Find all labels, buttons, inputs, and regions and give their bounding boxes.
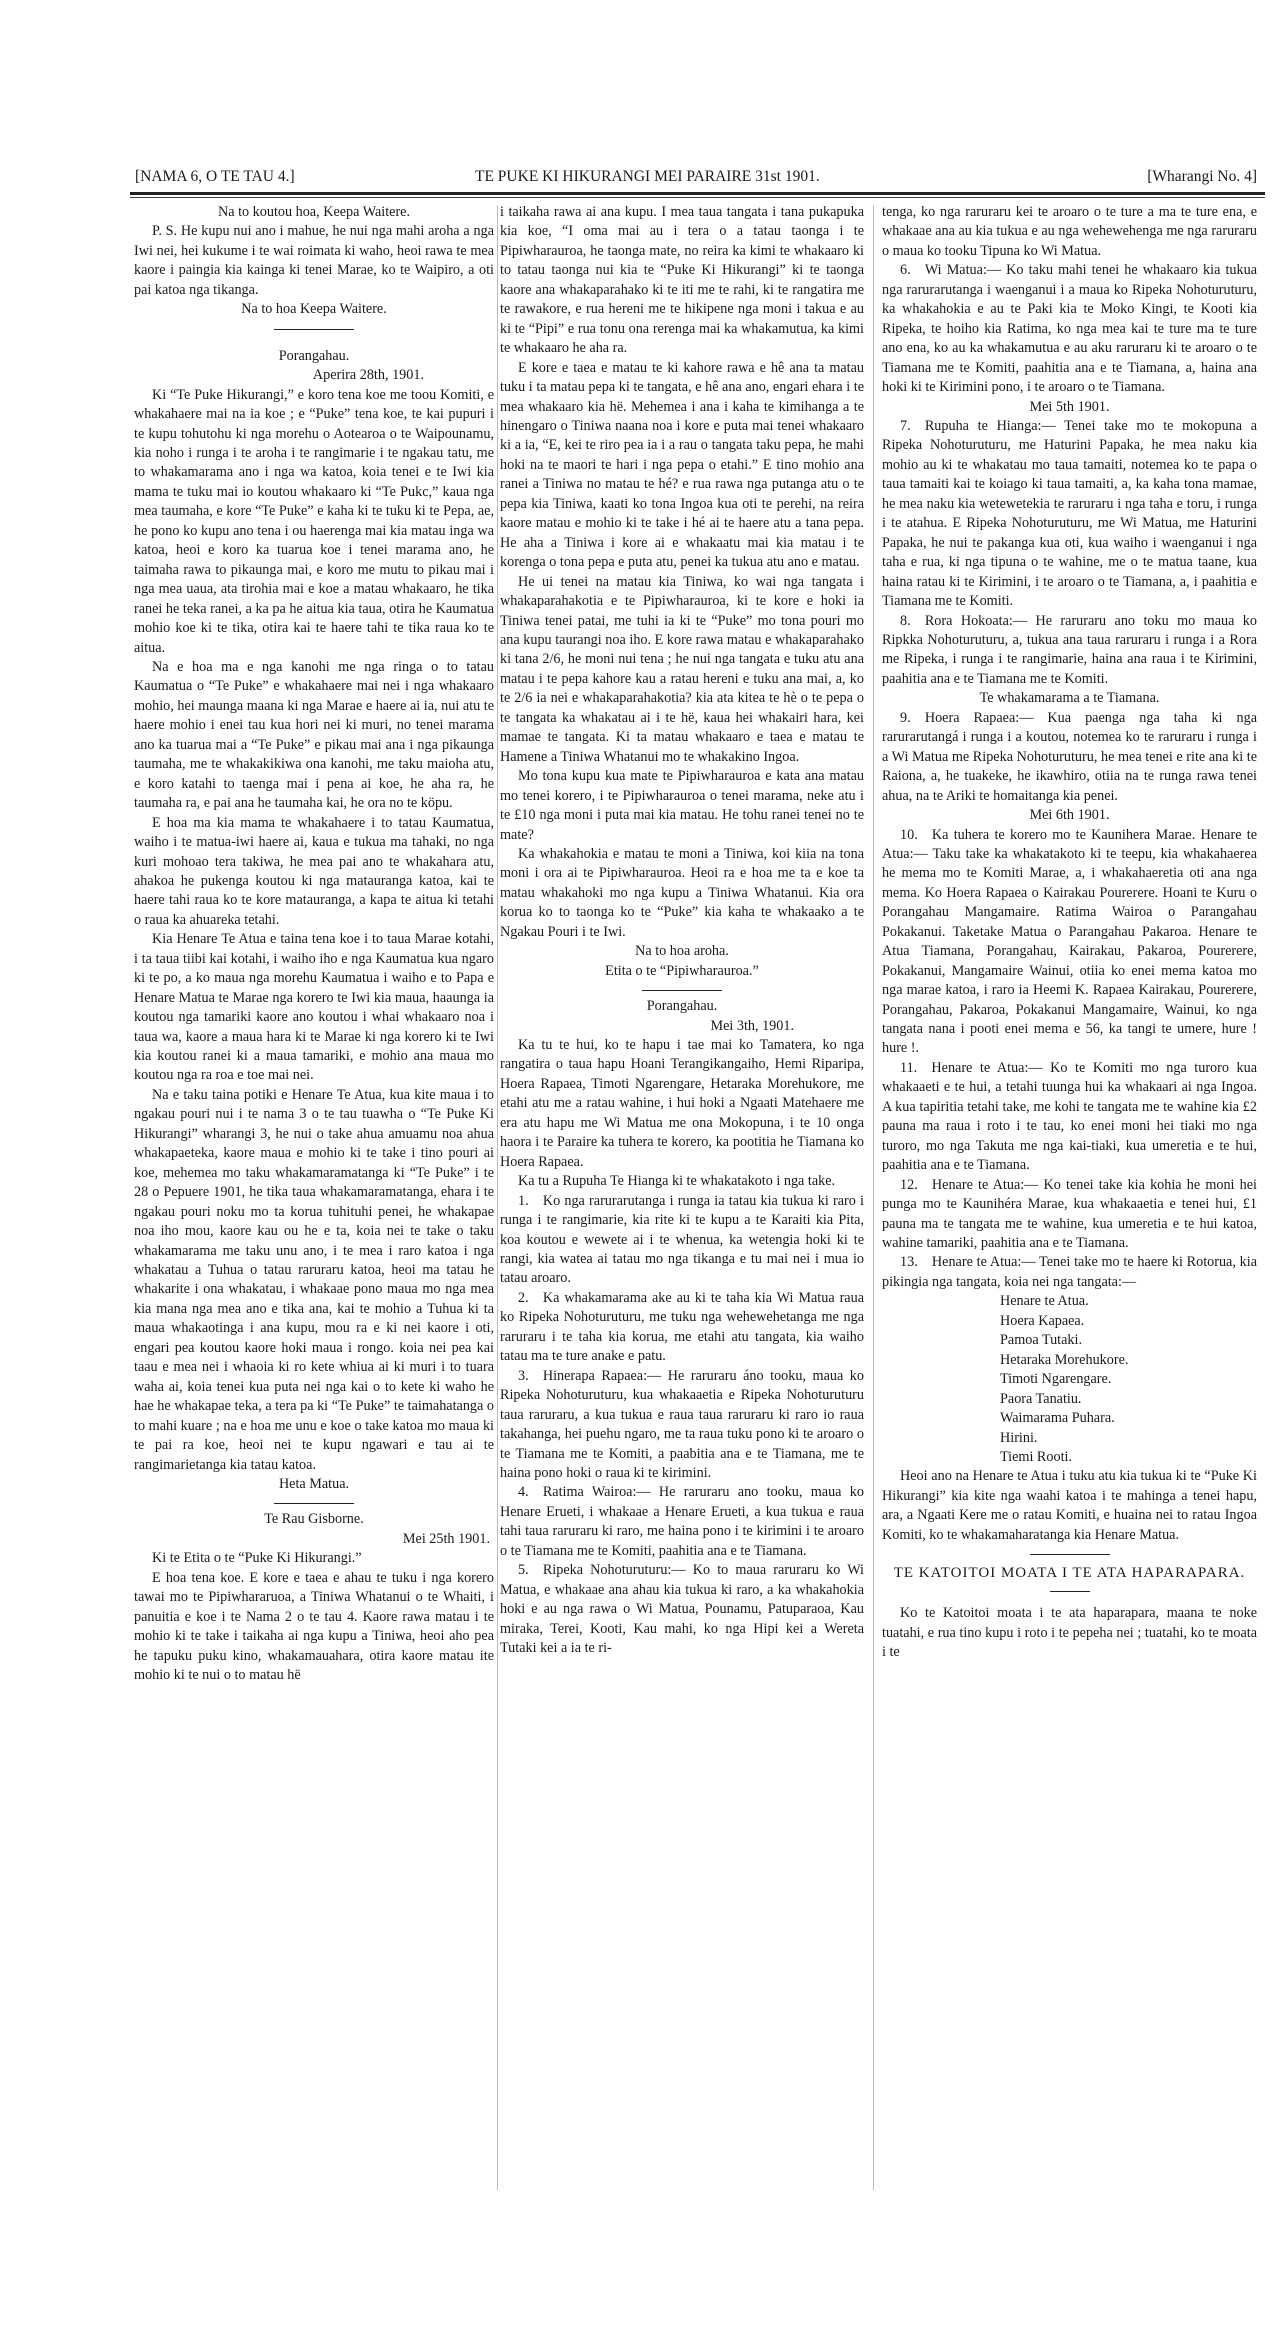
newspaper-title-date: TE PUKE KI HIKURANGI MEI PARAIRE 31st 1901. [475, 168, 820, 185]
paragraph: E kore e taea e matau te ki kahore rawa e hê ana ta matau tuku i ta matau pepa ki te tangata, e hê ana ano, engari ehara i te mea whakaaro kia hë. Mehemea i ana i kaha te kimihanga a te hinengaro o Tiniwa naana noa i kore e puta mai tenei whakaaro ki a ia, “E, kei te riro pea ia i a rau o tangata taku pepa, he mahi hoki na te maori te hari i nga pepa o etahi.” E tino mohio ana ranei a Tiniwa no matau te hé? e rua rawa nga putanga atu o te pepa kia Tiniwa, kaati ko tona Ingoa kua oti te perehi, na reira kaore matau e mohio ki te take i hé ai te haere atu a tana pepa. He aha a Tiniwa i kore ai e whakaatu mai kia matau i te korenga o tona pepa e puta atu, penei ka tukua atu ano e matau. [500, 359, 864, 571]
section-separator [274, 1503, 354, 1504]
paragraph: Ki “Te Puke Hikurangi,” e koro tena koe me toou Komiti, e whakahaere mai na ia koe ; e “Puke” tena koe, te kai pupuri i te kupu tohutohu ki nga morehu o Aotearoa o te Waipounamu, kia noho i runga i te aroha i te rangimarie i te ngakau tatu, me to whakamarama ano i nga wa katoa, koia tenei e te Iwi kia mama te tuku mai io koutou whakaaro ki “Te Pukc,” kaua nga mea taumaha, e kore “Te Puke” e kaha ki te tuku ki te Pepa, ae, he pono ko kupu ano tena i ou haerenga mai kia matau inga wa katoa, heoi e koro ka tuarua koe i tenei marama ano, he taimaha rawa to pikaunga mai, e koro me mutu to pikau mai i nga mea uaua, ata tirohia mai e koe a matau whakaaro, he tika ranei he teka ranei, a ka pa he aitua kia taua, otira he Kaumatua mohio koe ki te tika, otira kai te haere tahi te tika raua ko te aitua. [134, 386, 494, 656]
paragraph: He ui tenei na matau kia Tiniwa, ko wai nga tangata i whakaparahakotia e te Pipiwharauroa, ki te kore e hoki ia Tiniwa tenei patai, me tuhi ia ki te “Puke” mo tona pouri mo ana kupu taurangi noa iho. E kore rawa matau e whakaparahako ki tana 2/6, he moni nui tena ; he nui nga tangata e tuku atu ana matau i te pepa kahore kau a ratau hereni e tuku ana mai, a, ko te 2/6 ia nei e whakaparahakotia? kia ata kitea te hè o te pepa o te tangata ka whakatau ai i te hë, kaua hei whakairi hara, kei mamae te tangata. Ki ta matau whakaaro e taea e matau te Hamene a Tiniwa Whatanui mo te whakakino Ingoa. [500, 573, 864, 765]
delegate-name: Waimarama Puhara. [1000, 1410, 1115, 1427]
letter-place: Porangahau. [278, 347, 350, 364]
signature: Na to koutou hoa, Keepa Waitere. [217, 204, 411, 220]
letter-place: Porangahau. [646, 998, 718, 1015]
section-separator [1050, 1591, 1090, 1592]
signature: Etita o te “Pipiwharauroa.” [605, 962, 759, 979]
letter-date: Mei 25th 1901. [402, 1530, 490, 1547]
paragraph: E hoa tena koe. E kore e taea e ahau te tuku i nga korero tawai mo te Pipiwhararuoa, a Tiniwa Whatanui o te Whaiti, i panuitia e koe i te Nama 2 o te tau 4. Kaore rawa matau i te mohio ki te take i taikaha ai nga kupu a Tiniwa, heoi aho pea he tapuku puku kino, whakamauahara, otira kaore matau ite mohio ki te nui o to matau hë [134, 1569, 494, 1684]
entry-date: Mei 6th 1901. [1029, 807, 1110, 824]
letter-date: Mei 3th, 1901. [710, 1017, 794, 1034]
numbered-item: 12. Henare te Atua:— Ko tenei take kia kohia he moni hei punga mo te Kaunihéra Marae, kua whakaaetia e tenei hui, £1 pauna ma te tangata me te wahine, kua umeretia e te hui katoa, wahine tamariki, paahitia ana e te Tiamana. [882, 1176, 1257, 1252]
entry-date: Mei 5th 1901. [1029, 398, 1110, 415]
numbered-item: 4. Ratima Wairoa:— He raruraru ano tooku, maua ko Henare Erueti, i whakaae a Henare Erueti, a kua tukua e raua tahi taua raruraru ki raro, me haina pono i te kirimini i te aroaro o te Tiamana me te Komiti, paahitia ana e te Tiamana. [500, 1484, 864, 1559]
delegate-name: Tiemi Rooti. [1000, 1449, 1073, 1465]
numbered-item: 6. Wi Matua:— Ko taku mahi tenei he whakaaro kia tukua nga rarurarutanga i waenganui i a maua ko Ripeka Nohoturuturu, ka whakahokia e au te Paki kia te Moko Kingi, te Kooti kia Ripeka, te hoiho kia Ratima, ko nga mea kai te ture ma te ture ano ena, ko au ka whakamutua e au aku raruraru ki te aroaro o te Tiamana me te Komiti, paahitia ana e te Tiamana, a, haina ana hoki ki te Kirimini pono, i te aroaro o te Tiamana. [882, 262, 1257, 396]
numbered-item: 13. Henare te Atua:— Tenei take mo te haere ki Rotorua, kia pikingia nga tangata, koia nei nga tangata:— [882, 1254, 1257, 1290]
section-separator [1030, 1554, 1110, 1555]
numbered-item: 1. Ko nga rarurarutanga i runga ia tatau kia tukua ki raro i runga i te rangimarie, kia rite ki te kupu a te Karaiti kia Pita, koa koutou e wewete ai i te whenua, ka wetengia hoki ki te rangi, kia watea ai tatau mo nga tikanga e tu mai nei i mua io tatau aroaro. [500, 1192, 864, 1287]
delegate-name: Henare te Atua. [1000, 1293, 1089, 1310]
delegate-name: Hoera Kapaea. [1000, 1312, 1085, 1329]
signature: Na to hoa aroha. [635, 943, 729, 960]
numbered-item: 9. Hoera Rapaea:— Kua paenga nga taha ki nga rarurarutangá i runga i a koutou, notemea ko te raruraru i runga i a Wi Matua me Ripeka Nohoturuturu, he mea tenei e rite ana ki te Raiona, a, he tuakeke, he ikawhiro, otiia na te runga rawa tenei ahua, na te Ariki te homaitanga kia penei. [882, 709, 1257, 804]
signature: Na to hoa Keepa Waitere. [241, 301, 387, 318]
paragraph: Kia Henare Te Atua e taina tena koe i to taua Marae kotahi, i ta taua tiibi kai kotahi, i waiho iho e nga Kaumatua kua ngaro ki te po, a ko maua nga morehu Kaumatua i waiho e to Papa e Henare Matua te Marae nga korero te Iwi kia maua, haaunga ia koutou nga tamariki kaore ano koutou i whai whakaaro noa i taua wa, kaore a maua hara ki te Marae ki nga korero ki te Iwi kia koutou ranei ki a maua tamariki, e mohio ana maua mo koutou nga ra roa e toe mai nei. [134, 931, 494, 1084]
numbered-item: 11. Henare te Atua:— Ko te Komiti mo nga turoro kua whakaaeti e te hui, a tetahi tuunga hui ka whakaari ai nga Ingoa. A kua tapiritia tetahi take, me kohi te tangata me te wahine kia £2 pauna ma raua i roto i te tau, ko enei moni hei tiaki mo nga turoro, mo nga Takuta me nga kai-tiaki, kua umeretia e te hui, paahitia ana e te Tiamana. [882, 1059, 1257, 1174]
subheading: Te whakamarama a te Tiamana. [979, 690, 1160, 707]
masthead [130, 168, 1265, 190]
column-divider [497, 205, 498, 2190]
column-3 [882, 203, 1257, 1663]
paragraph: Ko te Katoitoi moata i te ata haparapara, maana te noke tuatahi, e rua tino kupu i roto i te pepeha nei ; tuatahi, ko te moata i te [882, 1605, 1257, 1661]
header-rule-thin [130, 197, 1265, 198]
paragraph: Ka whakahokia e matau te moni a Tiniwa, koi kiia na tona moni i ora ai te Pipiwharauroa. Heoi ra e hoa me ta e koe ta matau whakahoki mo nga kupu a Tiniwa Whatanui. Kia ora korua ko to taonga ko te “Puke” kia kaha te whakaako a te Ngakau Pouri i te Iwi. [500, 845, 864, 940]
delegate-name: Timoti Ngarengare. [1000, 1371, 1112, 1388]
column-2 [500, 203, 864, 1659]
postscript: P. S. He kupu nui ano i mahue, he nui nga mahi aroha a nga Iwi nei, hei kukume i te wai roimata ki waho, heoi rawa te mea kaore i paingia kia kainga ki tenei Marae, ko te Waipiro, a oti pai katoa nga tikanga. [134, 223, 494, 298]
delegate-name: Hetaraka Morehukore. [1000, 1351, 1129, 1368]
issue-number: [NAMA 6, O TE TAU 4.] [135, 168, 295, 185]
article-heading: TE KATOITOI MOATA I TE ATA HAPARAPARA. [893, 1565, 1246, 1582]
numbered-item: 7. Rupuha te Hianga:— Tenei take mo te mokopuna a Ripeka Nohoturuturu, me Haturini Papaka, he mea naku kia mohio au ki te whakatau mo taua tamaiti, notemea ko te papa o taua tamaiti kai te koiago ki taua tamaiti, a, ka kaha tona mamae, he mea naku kia wetewetekia te raruraru i nga taha e toru, i runga i te atahua. E Ripeka Nohoturuturu, me Wi Matua, me Haturini Papaka, he nui te pakanga kua oti, kua waiho i waenganui i nga taha e rua, ki nga tipuna o te wahine, me o te matua taane, kua haina ratau ki te Kirimini, i te aroaro o te Tiamana, a, i paahitia e Tiamana me te Komiti. [882, 417, 1257, 610]
delegate-list [1000, 1292, 1257, 1467]
numbered-item: 8. Rora Hokoata:— He raruraru ano toku mo maua ko Ripkka Nohoturuturu, a, tukua ana taua raruraru i runga i a Rora me Ripeka, i runga i te rangimarie, haina ana raua i te Kirimini, paahitia ana e te Tiamana me te Komiti. [882, 612, 1257, 687]
numbered-item: 2. Ka whakamarama ake au ki te taha kia Wi Matua raua ko Ripeka Nohoturuturu, me tuku nga wehewehetanga me nga raruraru i te taha kia korua, me etahi atu tangata, kia waiho tatau ma te ture anake e patu. [500, 1289, 864, 1365]
delegate-name: Paora Tanatiu. [1000, 1390, 1082, 1407]
paragraph: Mo tona kupu kua mate te Pipiwharauroa e kata ana matau mo tenei korero, i te Pipiwharauroa o tenei marama, neke atu i te £10 nga moni i puta mai kia matau. He tohu ranei tenei no te mate? [500, 768, 864, 843]
paragraph: Na e hoa ma e nga kanohi me nga ringa o to tatau Kaumatua o “Te Puke” e whakahaere mai nei i nga whakaaro mohio, hei maunga maana ki nga Marae e haere ai ia, nui atu te haere mohio i enei tau kua hori nei ki muri, no tenei marama ano ka tuarua mai a “Te Puke” e pikau mai ana i nga pikaunga taumaha, me te whakakikiwa ona kanohi, me taku maioha atu, e koro katahi to taenga mai i pena ai koe, he aha ra, he taumaha ra, e pai ana he taumaha kai, he ora no te köpu. [134, 658, 494, 812]
header-rule-thick [130, 192, 1265, 195]
paragraph: E hoa ma kia mama te whakahaere i to tatau Kaumatua, waiho i te matua-iwi haere ai, kaua e tukua ma tahaki, no nga kuri mohoao tera takiwa, he mea pai ano te whakahara atu, ahakoa he pukenga koutou ki nga matauranga katoa, kai te haere tahi raua ko te kore matauranga, a kapa te aitua ki tetahi o raua ka ahuareka tetahi. [134, 814, 494, 928]
numbered-item: 3. Hinerapa Rapaea:— He raruraru áno tooku, maua ko Ripeka Nohoturuturu, kua whakaaetia e Ripeka Nohoturuturu taua raruraru, a kua tukua e raua taua raruraru ki raro io raua takahanga, hei puehu ngaro, me ta raua tuku pono ki te aroaro o te Tiamana me te Komiti, a paabitia ana e te Tiamana, me te haina pono hoki o raua ki te kirimini. [500, 1367, 864, 1481]
numbered-item: 10. Ka tuhera te korero mo te Kaunihera Marae. Henare te Atua:— Taku take ka whakatakoto ki te teepu, kia whakahaerea he mema mo te Komiti Marae, a, i whakahaeretia oti ana nga mema. Ko Hoera Rapaea o Kairakau Pourerere. Hoani te Kuru o Porangahau Mangamaire. Ratima Wairoa o Parangahau Pokakanui. Taketake Matua o Parangahau Pakaroa. Henare te Atua Tiamana, Porangahau, Kairakau, Pakaroa, Pourerere, Pokakanui, Mangamaire Wainui, otiia ko enei mema katoa mo nga marae katoa, i raro ia Heemi K. Rapaea Kairakau, Pourerere, Porangahau, Pakaroa, Pokakanui Mangamaire, Wainui, ko nga tangata nana i pooti enei mema e 56, ka tangi te umere, hure ! hure !. [882, 826, 1257, 1057]
column-divider [873, 205, 874, 2190]
paragraph: Ka tu te hui, ko te hapu i tae mai ko Tamatera, ko nga rangatira o taua hapu Hoani Terangikangaiho, Hemi Riparipa, Hoera Rapaea, Timoti Ngarengare, Hetaraka Morehukore, me etahi atu me a ratau wahine, i hui hoki a Ngaati Matehaere me era atu hapu me Wi Matua me ona Mokopuna, i te 10 onga haora i te Paraire ka tuhera te korero, ka pootitia he Tiamana ko Hoera Rapaea. [500, 1037, 864, 1170]
paragraph: tenga, ko nga raruraru kei te aroaro o te ture a ma te ture ena, e whakaae ana au kia tukua e au nga wehewehenga me nga raruraru o maua ko tooku Tipuna ko Wi Matua. [882, 204, 1257, 259]
signature: Heta Matua. [278, 1476, 350, 1492]
letter-place: Te Rau Gisborne. [264, 1511, 364, 1528]
delegate-name: Hirini. [1000, 1429, 1038, 1446]
section-separator [274, 329, 354, 330]
paragraph: Heoi ano na Henare te Atua i tuku atu kia tukua ki te “Puke Ki Hikurangi” kia kite nga waahi katoa i te mahinga a tenei hapu, ara, a Ngaati Kere me o ratau Komiti, e huaina nei to ratau Ingoa Komiti, ko te whakamaharatanga kia Henare Matua. [882, 1468, 1257, 1543]
paragraph: Na e taku taina potiki e Henare Te Atua, kua kite maua i to ngakau pouri nui i te nama 3 o te tau tuawha o “Te Puke Ki Hikurangi” wharangi 3, he nui o take ahua amuamu noa ahua whakapaeteka, kaore maua e mohio ki te take i tino pouri ai koe, mehemea mo taku whakamaramatanga ki “Te Puke” i te 28 o Pepuere 1901, he tika taua whakamaramatanga, ehara i te ngakau pouri noku mo ta korua tuhituhi penei, he whakapae noa iho mou, kaore kau ou he e ta, koia nei te take o taku whakamarama me taku unu ano, i te mea i raro katoa i nga whakatau a Tuhua o tatau raruraru katoa, heoi ma tatau he whakarite i ona whakatau, i whakaae pono maua mo nga mea kia mana nga mea ano e tika ana, kai te mohio a Tuhua ki ta maua whakaotinga i ana kupu, mou ra e ki nei kaore i oti, engari pea koutou kaore hoki maua i rongo. koia nei pea kai taau e mea nei i whaoia ki ro kete whiua ai ki muri i to tuara waha ai, koia tenei kua puta nei nga kai o to kete ki waho he hae he whakapae teka, a tera pa ki “Te Puke” te taimahatanga o to mahi kuare ; na e hoa me unu e koe o take katoa mo maua ki te pai ra koe, heoi nei te kupu ngawari e tau ai te rangimarietanga kia tatau katoa. [134, 1086, 494, 1473]
page-number: [Wharangi No. 4] [1147, 168, 1257, 185]
delegate-name: Pamoa Tutaki. [1000, 1332, 1082, 1349]
paragraph: i taikaha rawa ai ana kupu. I mea taua tangata i tana pukapuka kia koe, “I oma mai au i tera o a tatau taonga i te Pipiwharauroa, he taonga mate, no reira ka kimi te whakaaro ki to tatau taonga nui kia te “Puke Ki Hikurangi” ki te taonga kaore ana whakaparahako ki te iti me te rahi, ki te rangatira me te rawakore, e rua hereni me te hikipene nga moni i takua e au ki te “Pipi” e rua tonu ona rerenga mai ka whakamutua, ka kimi te whakaaro he aha ra. [500, 204, 864, 357]
letter-date: Aperira 28th, 1901. [312, 367, 424, 384]
paragraph: Ka tu a Rupuha Te Hianga ki te whakatakoto i nga take. [518, 1173, 836, 1190]
column-1 [134, 203, 494, 1686]
salutation: Ki te Etita o te “Puke Ki Hikurangi.” [152, 1550, 362, 1567]
section-separator [642, 990, 722, 991]
numbered-item: 5. Ripeka Nohoturuturu:— Ko to maua raruraru ko Wi Matua, e whakaae ana ahau kia tukua ki raro, a ka whakahokia hoki e au nga rawa o Wi Matua, Pounamu, Patuparaoa, Kau miraka, Terei, Kooti, Kau mahi, ko nga Hipi kei a Wereta Tutaki kei a ia te ri- [500, 1562, 864, 1657]
